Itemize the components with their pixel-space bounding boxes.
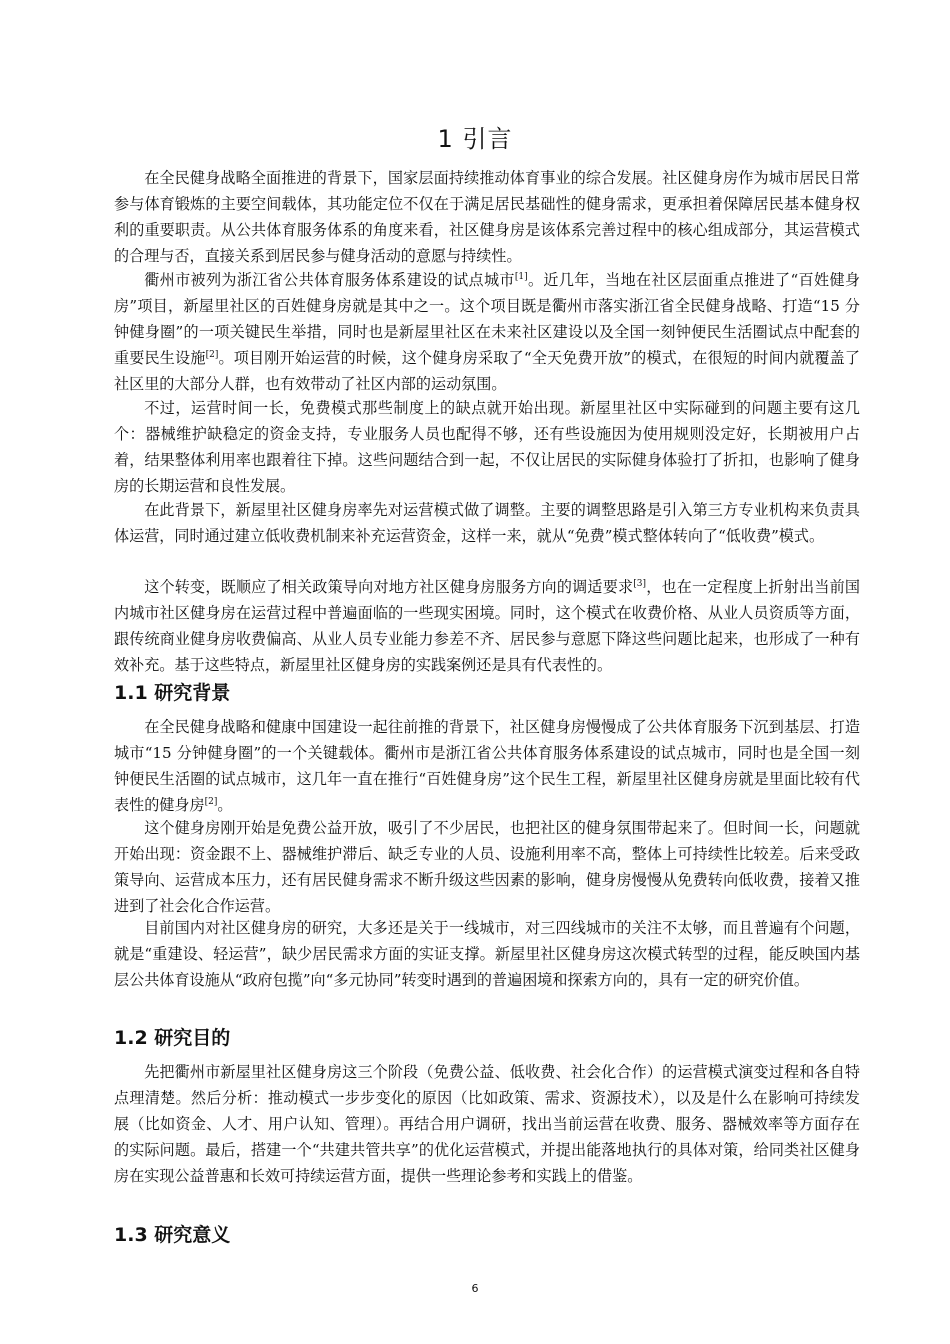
intro-paragraph-3: 不过，运营时间一长，免费模式那些制度上的缺点就开始出现。新屋里社区中实际碰到的问题主要有这几个：器械维护缺稳定的资金支持，专业服务人员也配得不够，还有些设施因为使用规则没定好，长期被用户占着，结果整体利用率也跟着往下掉。这些问题结合到一起，不仅让居民的实际健身体验打了折扣，也影响了健身房的长期运营和良性发展。 <box>114 399 860 495</box>
background-paragraph-1-text-b: 。 <box>217 795 233 814</box>
intro-paragraph-2-text-a: 衢州市被列为浙江省公共体育服务体系建设的试点城市 <box>144 271 515 289</box>
citation-ref-2[interactable]: [2] <box>205 349 219 360</box>
intro-paragraph-4: 在此背景下，新屋里社区健身房率先对运营模式做了调整。主要的调整思路是引入第三方专业机构来负责具体运营，同时通过建立低收费机制来补充运营资金，这样一来，就从“免费”模式整体转向了“低收费”模式。 <box>114 501 860 545</box>
intro-paragraph-5-text-a: 这个转变，既顺应了相关政策导向对地方社区健身房服务方向的调适要求 <box>144 578 634 596</box>
section-heading-1-1: 1.1 研究背景 <box>114 682 231 704</box>
section-heading-1-3: 1.3 研究意义 <box>114 1224 231 1246</box>
citation-ref-2[interactable]: [2] <box>204 796 218 807</box>
citation-ref-3[interactable]: [3] <box>633 579 647 589</box>
citation-ref-1[interactable]: [1] <box>514 272 528 282</box>
background-paragraph-3: 目前国内对社区健身房的研究，大多还是关于一线城市，对三四线城市的关注不太够，而且普遍有个问题，就是“重建设、轻运营”，缺少居民需求方面的实证支撑。新屋里社区健身房这次模式转型的过程，能反映国内基层公共体育设施从“政府包揽”向“多元协同”转变时遇到的普遍困境和探索方向的，具有一定的研究价值。 <box>114 919 860 989</box>
page-number: 6 <box>471 1282 479 1295</box>
background-paragraph-2: 这个健身房刚开始是免费公益开放，吸引了不少居民，也把社区的健身氛围带起来了。但时间一长，问题就开始出现：资金跟不上、器械维护滞后、缺乏专业的人员、设施利用率不高，整体上可持续性比较差。后来受政策导向、运营成本压力，还有居民健身需求不断升级这些因素的影响，健身房慢慢从免费转向低收费，接着又推进到了社会化合作运营。 <box>114 819 860 915</box>
background-paragraph-1 <box>114 715 860 819</box>
chapter-title: 1 引言 <box>437 125 513 153</box>
background-paragraph-1-text-a: 在全民健身战略和健康中国建设一起往前推的背景下，社区健身房慢慢成了公共体育服务下沉到基层、打造城市“15 分钟健身圈”的一个关键载体。衢州市是浙江省公共体育服务体系建设的试点城市，同时也是全国一刻钟便民生活圈的试点城市，这几年一直在推行“百姓健身房”这个民生工程，新屋里社区健身房就是里面比较有代表性的健身房 <box>114 718 860 814</box>
intro-paragraph-1: 在全民健身战略全面推进的背景下，国家层面持续推动体育事业的综合发展。社区健身房作为城市居民日常参与体育锻炼的主要空间载体，其功能定位不仅在于满足居民基础性的健身需求，更承担着保障居民基本健身权利的重要职责。从公共体育服务体系的角度来看，社区健身房是该体系完善过程中的核心组成部分，其运营模式的合理与否，直接关系到居民参与健身活动的意愿与持续性。 <box>114 169 860 265</box>
intro-paragraph-2 <box>114 268 860 398</box>
section-heading-1-2: 1.2 研究目的 <box>114 1027 231 1049</box>
intro-paragraph-2-text-b: 。近几年，当地在社区层面重点推进了“百姓健身房”项目，新屋里社区的百姓健身房就是其中之一。这个项目既是衢州市落实浙江省全民健身战略、打造“15 分钟健身圈”的一项关键民生举措，同时也是新屋里社区在未来社区建设以及全国一刻钟便民生活圈试点中配套的重要民生设施 <box>114 271 860 367</box>
intro-paragraph-5 <box>114 575 860 679</box>
purpose-paragraph-1: 先把衢州市新屋里社区健身房这三个阶段（免费公益、低收费、社会化合作）的运营模式演变过程和各自特点理清楚。然后分析：推动模式一步步变化的原因（比如政策、需求、资源技术），以及是什么在影响可持续发展（比如资金、人才、用户认知、管理）。再结合用户调研，找出当前运营在收费、服务、器械效率等方面存在的实际问题。最后，搭建一个“共建共管共享”的优化运营模式，并提出能落地执行的具体对策，给同类社区健身房在实现公益普惠和长效可持续运营方面，提供一些理论参考和实践上的借鉴。 <box>114 1063 860 1185</box>
intro-paragraph-2-text-c: 。项目刚开始运营的时候，这个健身房采取了“全天免费开放”的模式，在很短的时间内就覆盖了社区里的大部分人群，也有效带动了社区内部的运动氛围。 <box>114 348 860 393</box>
intro-paragraph-5-text-b: ，也在一定程度上折射出当前国内城市社区健身房在运营过程中普遍面临的一些现实困境。同时，这个模式在收费价格、从业人员资质等方面，跟传统商业健身房收费偏高、从业人员专业能力参差不齐、居民参与意愿下降这些问题比起来，也形成了一种有效补充。基于这些特点，新屋里社区健身房的实践案例还是具有代表性的。 <box>114 578 860 674</box>
